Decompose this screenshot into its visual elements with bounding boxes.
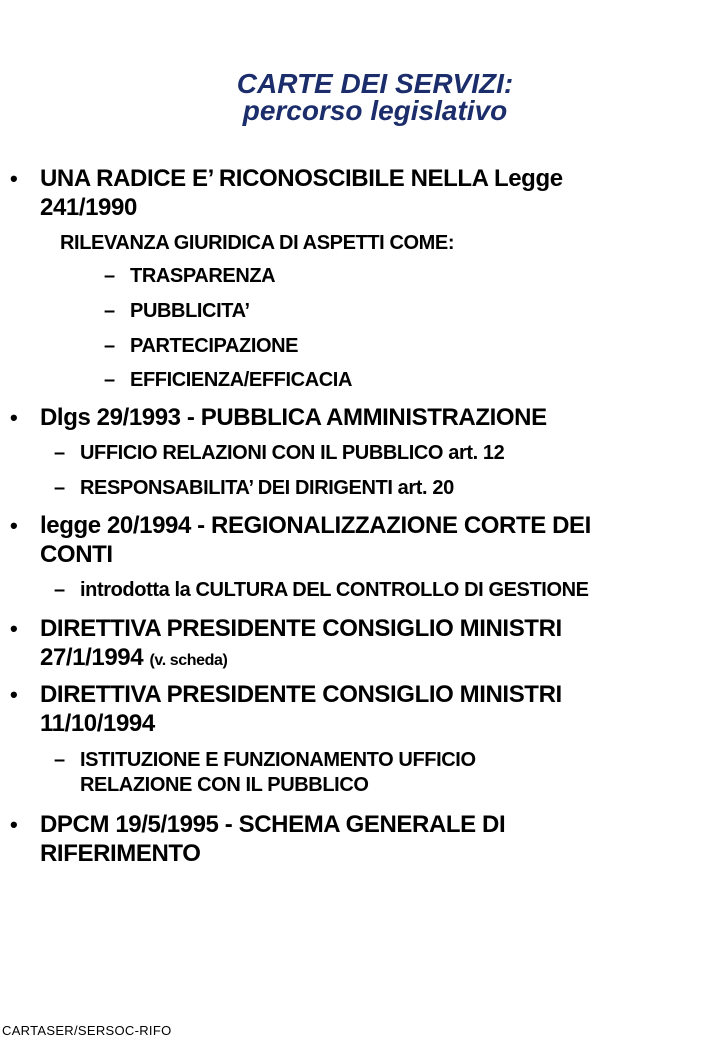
bullet-item-legge-241 — [10, 164, 563, 193]
sub-item-efficienza — [104, 368, 352, 393]
bullet-item-legge-20 — [10, 511, 591, 540]
bullet-text: 11/10/1994 — [40, 710, 155, 737]
bullet-item-direttiva-1994-a-cont — [40, 643, 227, 675]
footer-code: CARTASER/SERSOC-RIFO — [2, 1023, 172, 1038]
bullet-text: DPCM 19/5/1995 - SCHEMA GENERALE DI — [40, 811, 506, 838]
sub-item-text: PARTECIPAZIONE — [130, 335, 299, 357]
dash-marker: – — [54, 477, 65, 499]
bullet-marker: • — [10, 682, 18, 707]
bullet-text: DIRETTIVA PRESIDENTE CONSIGLIO MINISTRI — [40, 681, 562, 708]
bullet-text: 241/1990 — [40, 194, 137, 221]
bullet-text: legge 20/1994 - REGIONALIZZAZIONE CORTE DEI — [40, 512, 591, 539]
bullet-text: 27/1/1994 — [40, 644, 144, 671]
sub-item-text: EFFICIENZA/EFFICACIA — [130, 369, 352, 391]
bullet-item-dpcm-1995 — [10, 810, 506, 839]
sub-item-controllo-gestione — [54, 578, 589, 603]
intro-label: RILEVANZA GIURIDICA DI ASPETTI COME: — [60, 232, 455, 254]
bullet-marker: • — [10, 405, 18, 430]
sub-item-istituzione-cont — [80, 773, 369, 798]
bullet-text: CONTI — [40, 541, 113, 568]
bullet-marker: • — [10, 812, 18, 837]
bullet-marker: • — [10, 616, 18, 641]
sub-item-trasparenza — [104, 264, 276, 289]
dash-marker: – — [104, 265, 115, 287]
bullet-marker: • — [10, 166, 18, 191]
sub-item-text: PUBBLICITA’ — [130, 300, 250, 322]
sub-item-pubblicita — [104, 299, 250, 324]
sub-item-text: TRASPARENZA — [130, 265, 276, 287]
sub-item-urp — [54, 441, 505, 466]
dash-marker: – — [104, 369, 115, 391]
dash-marker: – — [104, 300, 115, 322]
intro-text — [60, 231, 454, 256]
sub-item-text: introdotta la CULTURA DEL CONTROLLO DI GESTIONE — [80, 579, 589, 601]
bullet-text: Dlgs 29/1993 - PUBBLICA AMMINISTRAZIONE — [40, 404, 547, 431]
dash-marker: – — [54, 442, 65, 464]
sub-item-text: UFFICIO RELAZIONI CON IL PUBBLICO art. 12 — [80, 442, 505, 464]
bullet-item-legge-241-cont — [40, 193, 137, 222]
bullet-item-dlgs-29 — [10, 403, 547, 432]
sub-item-text: ISTITUZIONE E FUNZIONAMENTO UFFICIO — [80, 749, 476, 771]
bullet-item-direttiva-1994-a — [10, 614, 562, 643]
title-line-2: percorso legislativo — [242, 95, 508, 126]
sub-item-text: RESPONSABILITA’ DEI DIRIGENTI art. 20 — [80, 477, 454, 499]
dash-marker: – — [104, 335, 115, 357]
bullet-item-dpcm-1995-cont — [40, 839, 201, 868]
sub-item-text: RELAZIONE CON IL PUBBLICO — [80, 774, 369, 796]
dash-marker: – — [54, 749, 65, 771]
scheda-note: (v. scheda) — [149, 652, 228, 669]
sub-item-istituzione — [54, 748, 476, 773]
bullet-text: UNA RADICE E’ RICONOSCIBILE NELLA Legge — [40, 165, 563, 192]
bullet-text: DIRETTIVA PRESIDENTE CONSIGLIO MINISTRI — [40, 615, 562, 642]
bullet-item-legge-20-cont — [40, 540, 113, 569]
bullet-item-direttiva-1994-b-cont — [40, 709, 155, 738]
bullet-item-direttiva-1994-b — [10, 680, 562, 709]
sub-item-partecipazione — [104, 334, 299, 359]
bullet-marker: • — [10, 513, 18, 538]
sub-item-responsabilita — [54, 476, 454, 501]
dash-marker: – — [54, 579, 65, 601]
bullet-text: RIFERIMENTO — [40, 840, 201, 867]
title-line-1: CARTE DEI SERVIZI: — [236, 68, 514, 99]
